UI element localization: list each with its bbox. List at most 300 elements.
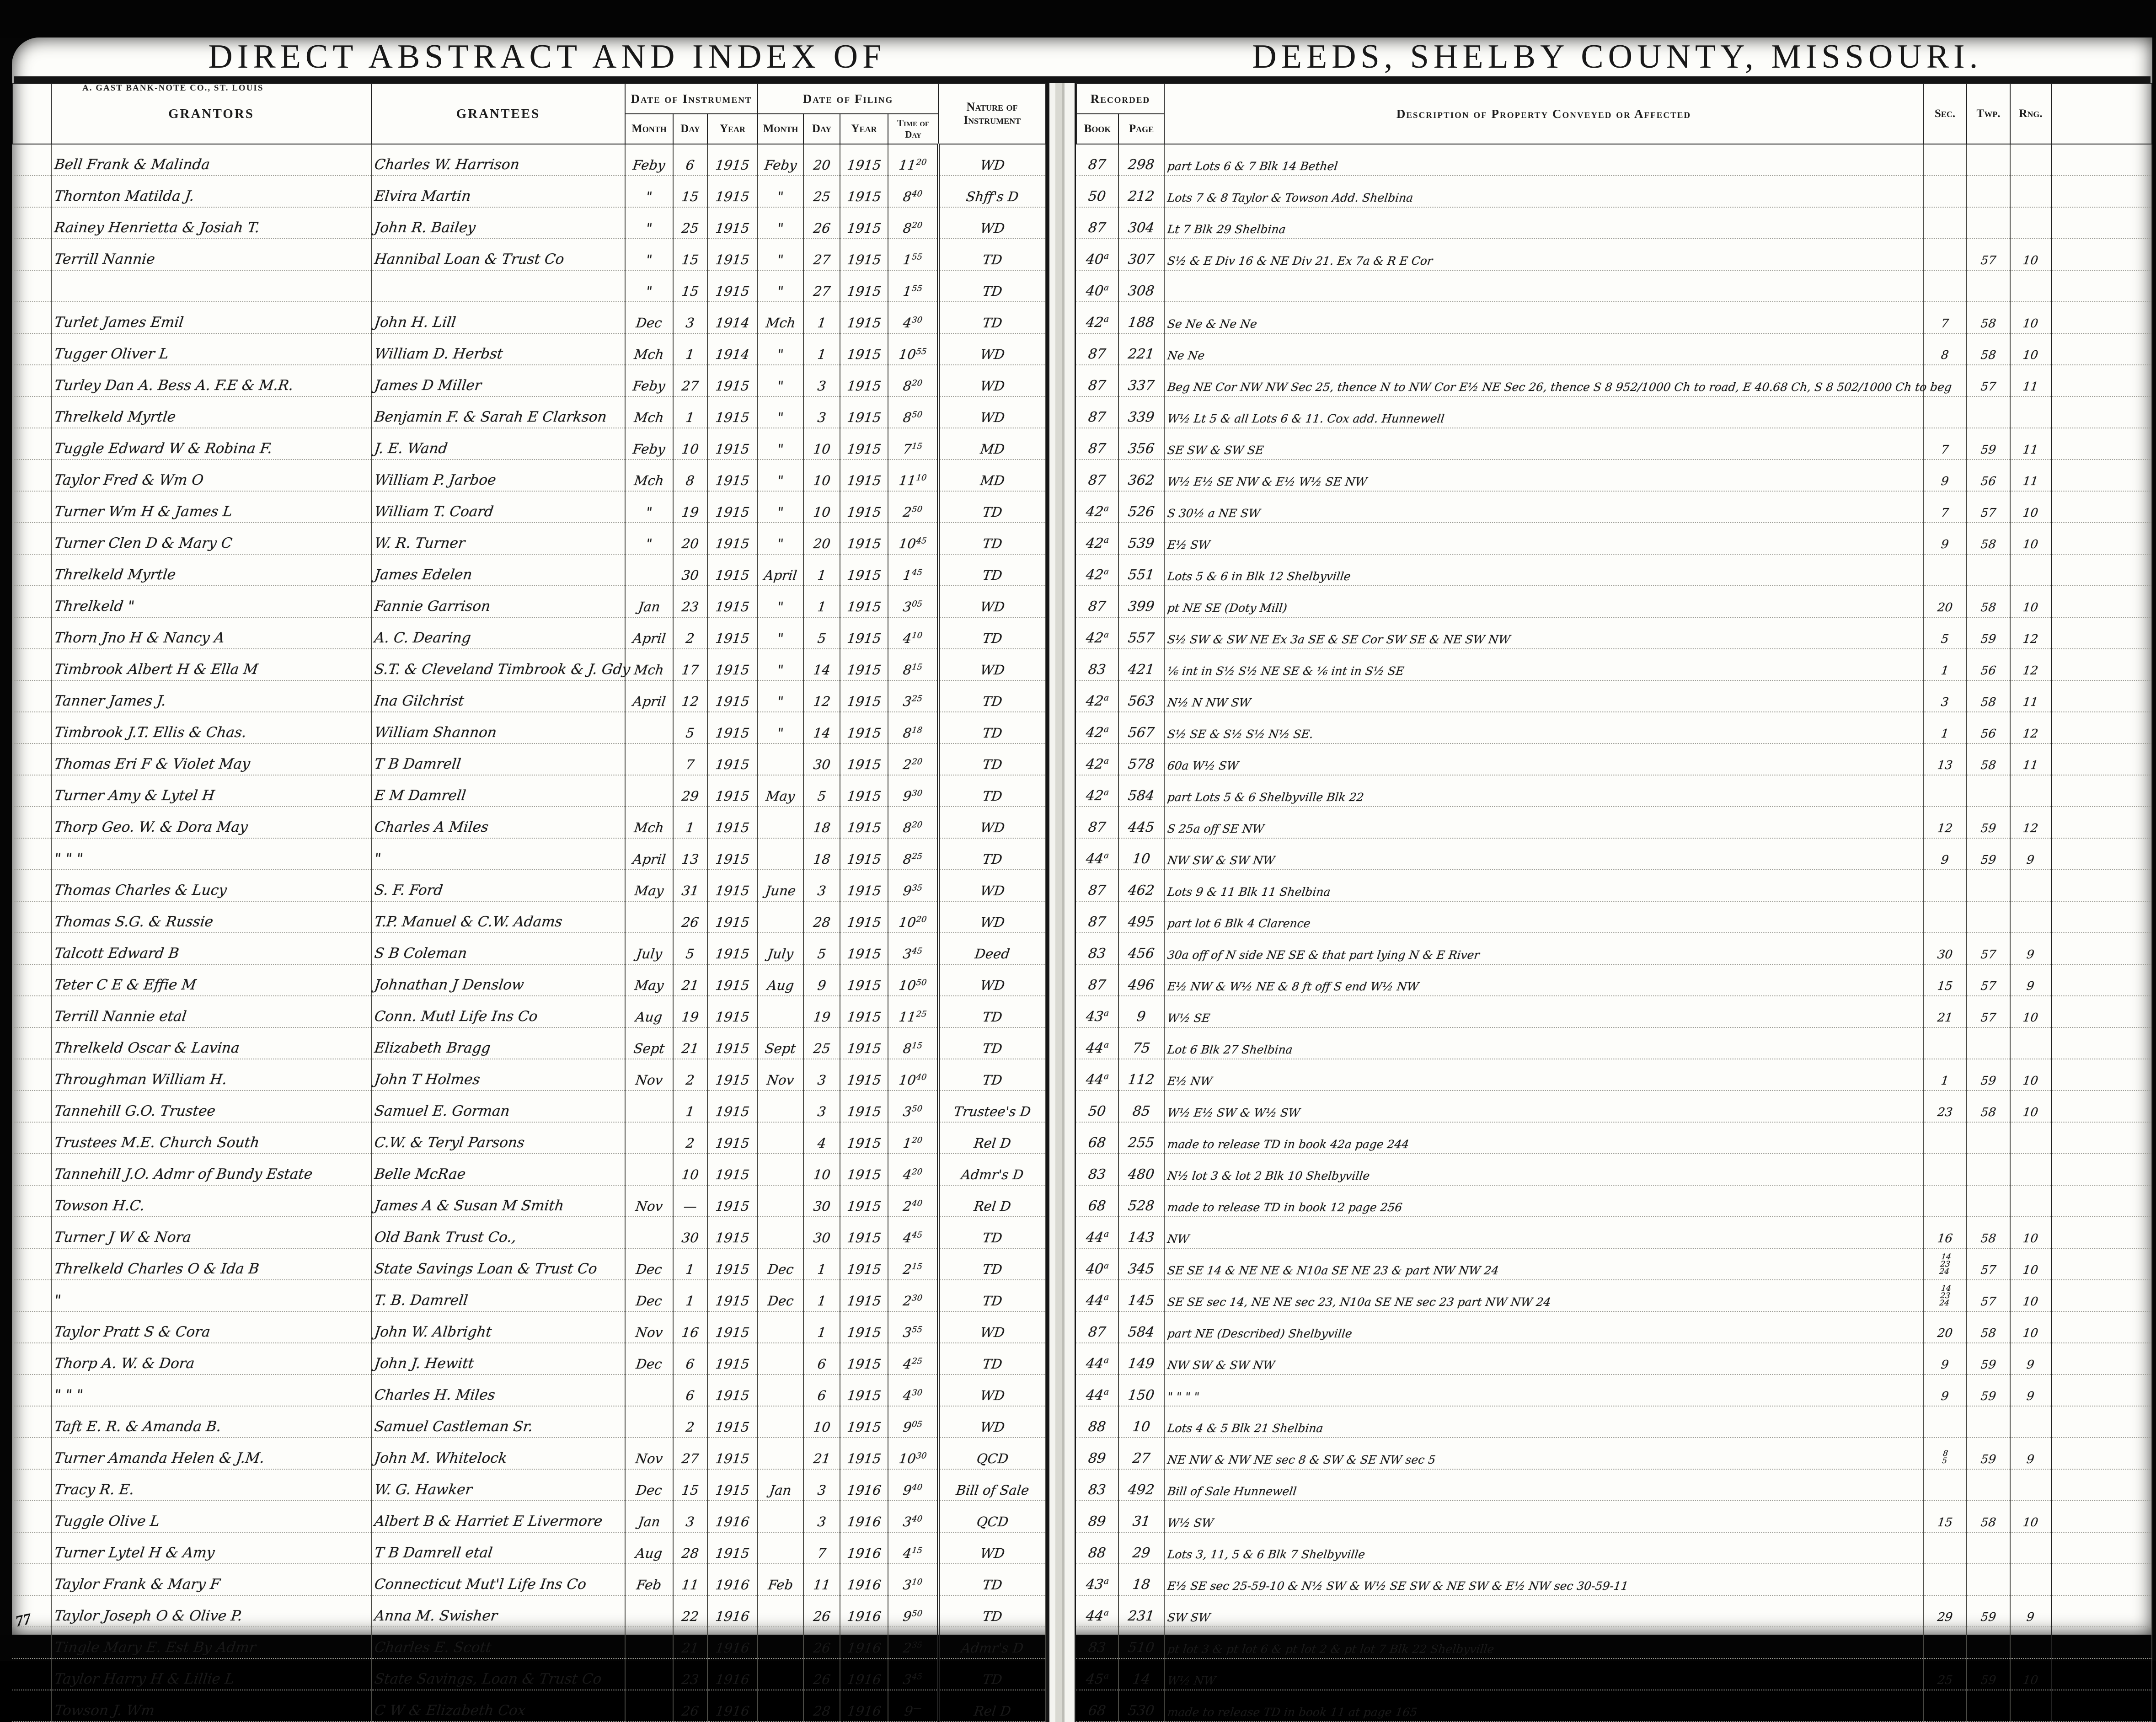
cell-i_mo xyxy=(625,1658,673,1690)
cell-edge xyxy=(2051,680,2152,712)
ledger-row xyxy=(12,396,1046,428)
cell-f_mo xyxy=(758,1406,803,1438)
cell-i_day: 20 xyxy=(673,523,707,554)
ledger-row xyxy=(12,365,1046,396)
cell-nature: TD xyxy=(938,712,1046,743)
cell-f_yr: 1915 xyxy=(840,207,888,239)
ledger-row xyxy=(1076,1185,2152,1217)
cell-sec xyxy=(1923,1532,1967,1564)
cell-f_mo: " xyxy=(758,207,803,239)
cell-i_day: 22 xyxy=(673,1595,707,1627)
cell-desc: Lt 7 Blk 29 Shelbina xyxy=(1164,207,1923,239)
cell-edge xyxy=(2051,144,2152,176)
cell-i_yr: 1915 xyxy=(707,775,758,807)
cell-i_mo xyxy=(625,1374,673,1406)
cell-grantee: Conn. Mutl Life Ins Co xyxy=(371,996,625,1027)
cell-sec xyxy=(1923,1185,1967,1217)
cell-f_day: 18 xyxy=(803,807,840,838)
cell-i_day: 1 xyxy=(673,1280,707,1311)
cell-margin xyxy=(12,239,51,270)
cell-nature: WD xyxy=(938,144,1046,176)
cell-grantor: Towson J. Wm xyxy=(51,1690,371,1722)
cell-f_mo: " xyxy=(758,712,803,743)
cell-i_yr: 1915 xyxy=(707,743,758,775)
cell-page: 492 xyxy=(1118,1469,1164,1501)
cell-f_time: $2^{15}$ xyxy=(888,1248,938,1280)
cell-page: 9 xyxy=(1118,996,1164,1027)
ledger-row xyxy=(1076,838,2152,870)
ledger-row xyxy=(12,491,1046,523)
cell-i_mo: Jan xyxy=(625,1501,673,1532)
ledger-row xyxy=(12,523,1046,554)
cell-page: 31 xyxy=(1118,1501,1164,1532)
ledger-row xyxy=(1076,365,2152,396)
cell-edge xyxy=(2051,270,2152,302)
cell-grantee: Fannie Garrison xyxy=(371,586,625,617)
cell-i_mo: Mch xyxy=(625,460,673,491)
cell-margin xyxy=(12,617,51,649)
cell-i_mo: Nov xyxy=(625,1185,673,1217)
cell-grantee: A. C. Dearing xyxy=(371,617,625,649)
cell-desc: S 25a off SE NW xyxy=(1164,807,1923,838)
cell-grantee: T B Damrell xyxy=(371,743,625,775)
cell-grantor: Tanner James J. xyxy=(51,680,371,712)
cell-rng: 10 xyxy=(2010,1091,2051,1122)
cell-f_day: 20 xyxy=(803,144,840,176)
cell-grantee: Belle McRae xyxy=(371,1154,625,1185)
ledger-row xyxy=(12,712,1046,743)
ledger-row xyxy=(1076,144,2152,176)
cell-nature: WD xyxy=(938,1406,1046,1438)
cell-grantee: John H. Lill xyxy=(371,302,625,333)
cell-grantee: Johnathan J Denslow xyxy=(371,964,625,996)
cell-edge xyxy=(2051,649,2152,680)
right-ledger-rows xyxy=(1076,144,2152,1722)
cell-sec: 16 xyxy=(1923,1217,1967,1248)
cell-twp: 58 xyxy=(1967,1091,2010,1122)
ledger-row xyxy=(1076,586,2152,617)
cell-desc: Bill of Sale Hunnewell xyxy=(1164,1469,1923,1501)
cell-f_mo xyxy=(758,1690,803,1722)
cell-nature: TD xyxy=(938,270,1046,302)
cell-page: 496 xyxy=(1118,964,1164,996)
cell-sec: 1 xyxy=(1923,1059,1967,1091)
cell-f_mo: " xyxy=(758,460,803,491)
cell-f_time: $9^{40}$ xyxy=(888,1469,938,1501)
cell-margin xyxy=(12,1690,51,1722)
cell-grantor: Turner Clen D & Mary C xyxy=(51,523,371,554)
cell-page: 584 xyxy=(1118,775,1164,807)
ledger-row xyxy=(1076,554,2152,586)
cell-i_mo: April xyxy=(625,838,673,870)
ledger-row xyxy=(1076,491,2152,523)
cell-f_time: $4^{10}$ xyxy=(888,617,938,649)
cell-i_yr: 1915 xyxy=(707,870,758,901)
cell-f_day: 30 xyxy=(803,743,840,775)
cell-edge xyxy=(2051,1154,2152,1185)
cell-grantor: Teter C E & Effie M xyxy=(51,964,371,996)
cell-i_mo: May xyxy=(625,964,673,996)
ledger-row xyxy=(1076,1027,2152,1059)
cell-desc: part lot 6 Blk 4 Clarence xyxy=(1164,901,1923,933)
cell-i_day: 1 xyxy=(673,333,707,365)
cell-grantor: Tannehill G.O. Trustee xyxy=(51,1091,371,1122)
cell-twp: 58 xyxy=(1967,1501,2010,1532)
cell-edge xyxy=(2051,870,2152,901)
cell-f_time: $11^{20}$ xyxy=(888,144,938,176)
cell-nature: Bill of Sale xyxy=(938,1469,1046,1501)
cell-desc: S½ SE & S½ S½ N½ SE. xyxy=(1164,712,1923,743)
cell-i_yr: 1915 xyxy=(707,1438,758,1469)
cell-nature: Admr's D xyxy=(938,1154,1046,1185)
cell-twp: 58 xyxy=(1967,743,2010,775)
ledger-row xyxy=(12,617,1046,649)
cell-i_mo: " xyxy=(625,491,673,523)
cell-twp: 59 xyxy=(1967,807,2010,838)
cell-margin xyxy=(12,207,51,239)
cell-f_time: $3^{10}$ xyxy=(888,1564,938,1595)
cell-grantee: Samuel Castleman Sr. xyxy=(371,1406,625,1438)
cell-desc: W½ Lt 5 & all Lots 6 & 11. Cox add. Hunnewell xyxy=(1164,396,1923,428)
cell-edge xyxy=(2051,617,2152,649)
cell-i_mo xyxy=(625,1627,673,1658)
cell-grantor: Thorp Geo. W. & Dora May xyxy=(51,807,371,838)
cell-margin xyxy=(12,1374,51,1406)
cell-sec xyxy=(1923,901,1967,933)
cell-f_day: 28 xyxy=(803,1690,840,1722)
cell-desc: N½ lot 3 & lot 2 Blk 10 Shelbyville xyxy=(1164,1154,1923,1185)
cell-edge xyxy=(2051,1406,2152,1438)
cell-edge xyxy=(2051,996,2152,1027)
cell-f_mo: " xyxy=(758,176,803,207)
ledger-row xyxy=(1076,1091,2152,1122)
ledger-row xyxy=(12,1406,1046,1438)
cell-f_time: $4^{45}$ xyxy=(888,1217,938,1248)
cell-edge xyxy=(2051,1501,2152,1532)
cell-desc: SE SE sec 14, NE NE sec 23, N10a SE NE sec 23 part NW NW 24 xyxy=(1164,1280,1923,1311)
cell-nature: WD xyxy=(938,1311,1046,1343)
cell-f_time: $1^{55}$ xyxy=(888,239,938,270)
cell-rng xyxy=(2010,1154,2051,1185)
cell-nature: Shff's D xyxy=(938,176,1046,207)
cell-edge xyxy=(2051,176,2152,207)
cell-page: 149 xyxy=(1118,1343,1164,1374)
cell-rng xyxy=(2010,396,2051,428)
cell-margin xyxy=(12,1154,51,1185)
ledger-row xyxy=(1076,649,2152,680)
cell-margin xyxy=(12,996,51,1027)
cell-f_yr: 1915 xyxy=(840,396,888,428)
cell-twp: 57 xyxy=(1967,964,2010,996)
cell-sec: 12 xyxy=(1923,807,1967,838)
cell-rng xyxy=(2010,1690,2051,1722)
cell-i_yr: 1915 xyxy=(707,365,758,396)
cell-margin xyxy=(12,1564,51,1595)
cell-f_day: 5 xyxy=(803,617,840,649)
cell-f_time: 9— xyxy=(888,1690,938,1722)
cell-f_mo: April xyxy=(758,554,803,586)
cell-nature: WD xyxy=(938,1532,1046,1564)
col-header-rng: Rng. xyxy=(2010,84,2051,144)
cell-f_mo: May xyxy=(758,775,803,807)
cell-rng: 9 xyxy=(2010,1343,2051,1374)
cell-sec: 8 xyxy=(1923,333,1967,365)
cell-i_day: 2 xyxy=(673,1059,707,1091)
col-header-page: Page xyxy=(1118,114,1164,144)
cell-grantee: James D Miller xyxy=(371,365,625,396)
cell-edge xyxy=(2051,1311,2152,1343)
cell-i_day: 6 xyxy=(673,144,707,176)
cell-sec xyxy=(1923,1690,1967,1722)
cell-i_day: 23 xyxy=(673,586,707,617)
cell-desc: SW SW xyxy=(1164,1595,1923,1627)
cell-sec: 9 xyxy=(1923,523,1967,554)
cell-rng: 11 xyxy=(2010,743,2051,775)
cell-nature: TD xyxy=(938,680,1046,712)
cell-nature: Admr's D xyxy=(938,1627,1046,1658)
cell-twp: 59 xyxy=(1967,617,2010,649)
cell-rng xyxy=(2010,176,2051,207)
cell-page: 75 xyxy=(1118,1027,1164,1059)
cell-f_yr: 1915 xyxy=(840,1091,888,1122)
cell-f_day: 19 xyxy=(803,996,840,1027)
cell-book: 42$^a$ xyxy=(1076,743,1118,775)
ledger-row xyxy=(1076,428,2152,460)
cell-twp: 59 xyxy=(1967,1595,2010,1627)
cell-grantee: William P. Jarboe xyxy=(371,460,625,491)
cell-book: 40$^a$ xyxy=(1076,270,1118,302)
cell-nature: TD xyxy=(938,1280,1046,1311)
cell-i_yr: 1915 xyxy=(707,838,758,870)
cell-page: 528 xyxy=(1118,1185,1164,1217)
cell-sec: 7 xyxy=(1923,428,1967,460)
cell-i_yr: 1915 xyxy=(707,460,758,491)
ledger-row xyxy=(12,996,1046,1027)
cell-f_yr: 1915 xyxy=(840,428,888,460)
col-header-nature: Nature of Instrument xyxy=(938,84,1046,144)
cell-f_day: 27 xyxy=(803,270,840,302)
cell-page: 526 xyxy=(1118,491,1164,523)
cell-i_yr: 1915 xyxy=(707,1217,758,1248)
cell-f_yr: 1916 xyxy=(840,1469,888,1501)
cell-rng: 12 xyxy=(2010,617,2051,649)
cell-sec: 9 xyxy=(1923,460,1967,491)
cell-margin xyxy=(12,1438,51,1469)
cell-i_yr: 1915 xyxy=(707,270,758,302)
cell-nature: WD xyxy=(938,333,1046,365)
cell-i_mo xyxy=(625,775,673,807)
cell-nature: TD xyxy=(938,554,1046,586)
cell-page: 10 xyxy=(1118,838,1164,870)
ledger-row xyxy=(12,176,1046,207)
cell-sec xyxy=(1923,1406,1967,1438)
cell-i_mo: Nov xyxy=(625,1438,673,1469)
cell-book: 87 xyxy=(1076,460,1118,491)
page-binding xyxy=(1046,83,1076,1722)
cell-f_time: $9^{35}$ xyxy=(888,870,938,901)
ledger-row xyxy=(12,428,1046,460)
cell-rng xyxy=(2010,1185,2051,1217)
cell-grantee: C.W. & Teryl Parsons xyxy=(371,1122,625,1154)
cell-page: 337 xyxy=(1118,365,1164,396)
cell-twp xyxy=(1967,1406,2010,1438)
cell-book: 42$^a$ xyxy=(1076,680,1118,712)
cell-f_yr: 1915 xyxy=(840,933,888,964)
cell-twp: 57 xyxy=(1967,1280,2010,1311)
cell-sec xyxy=(1923,396,1967,428)
cell-book: 83 xyxy=(1076,649,1118,680)
cell-f_yr: 1915 xyxy=(840,901,888,933)
cell-nature: TD xyxy=(938,1059,1046,1091)
cell-edge xyxy=(2051,239,2152,270)
cell-i_yr: 1915 xyxy=(707,1122,758,1154)
ledger-row xyxy=(1076,933,2152,964)
cell-i_mo xyxy=(625,1690,673,1722)
cell-book: 40$^a$ xyxy=(1076,239,1118,270)
right-page-title: DEEDS, SHELBY COUNTY, MISSOURI. xyxy=(1252,38,1983,75)
cell-f_time: $10^{30}$ xyxy=(888,1438,938,1469)
cell-twp: 58 xyxy=(1967,302,2010,333)
ledger-row xyxy=(1076,1311,2152,1343)
cell-grantee: Charles H. Miles xyxy=(371,1374,625,1406)
cell-f_mo: " xyxy=(758,586,803,617)
cell-twp xyxy=(1967,144,2010,176)
cell-page: 563 xyxy=(1118,680,1164,712)
printer-mark: A. GAST BANK-NOTE CO., ST. LOUIS xyxy=(82,83,264,93)
ledger-row xyxy=(12,1564,1046,1595)
cell-i_day: 3 xyxy=(673,1501,707,1532)
left-margin-header xyxy=(12,84,51,144)
cell-f_day: 30 xyxy=(803,1185,840,1217)
ledger-row xyxy=(1076,1532,2152,1564)
cell-f_time: $4^{30}$ xyxy=(888,1374,938,1406)
ledger-row xyxy=(1076,1595,2152,1627)
cell-desc: Ne Ne xyxy=(1164,333,1923,365)
cell-i_yr: 1915 xyxy=(707,586,758,617)
cell-margin xyxy=(12,1627,51,1658)
cell-grantor: Timbrook J.T. Ellis & Chas. xyxy=(51,712,371,743)
cell-page: 255 xyxy=(1118,1122,1164,1154)
cell-i_mo: Nov xyxy=(625,1059,673,1091)
cell-i_mo: Feb xyxy=(625,1564,673,1595)
ledger-row xyxy=(1076,207,2152,239)
cell-margin xyxy=(12,1248,51,1280)
cell-i_mo xyxy=(625,1406,673,1438)
cell-f_mo xyxy=(758,901,803,933)
ledger-row xyxy=(12,1280,1046,1311)
cell-nature: Rel D xyxy=(938,1122,1046,1154)
cell-i_day: 12 xyxy=(673,680,707,712)
cell-i_day: 27 xyxy=(673,365,707,396)
cell-f_day: 14 xyxy=(803,712,840,743)
cell-i_yr: 1914 xyxy=(707,302,758,333)
cell-desc: E½ SW xyxy=(1164,523,1923,554)
cell-grantor: Terrill Nannie etal xyxy=(51,996,371,1027)
cell-twp xyxy=(1967,1185,2010,1217)
cell-f_time: $10^{55}$ xyxy=(888,333,938,365)
cell-grantor: Threlkeld Oscar & Lavina xyxy=(51,1027,371,1059)
cell-i_mo: May xyxy=(625,870,673,901)
cell-f_time: $2^{35}$ xyxy=(888,1627,938,1658)
cell-f_time: $8^{50}$ xyxy=(888,396,938,428)
cell-page: 308 xyxy=(1118,270,1164,302)
ledger-row xyxy=(12,1501,1046,1532)
cell-book: 68 xyxy=(1076,1185,1118,1217)
cell-book: 68 xyxy=(1076,1690,1118,1722)
cell-grantee: T. B. Damrell xyxy=(371,1280,625,1311)
cell-i_yr: 1915 xyxy=(707,1059,758,1091)
cell-twp: 57 xyxy=(1967,491,2010,523)
cell-i_mo: Feby xyxy=(625,428,673,460)
cell-f_time: $9^{05}$ xyxy=(888,1406,938,1438)
cell-edge xyxy=(2051,775,2152,807)
cell-i_yr: 1915 xyxy=(707,239,758,270)
col-header-recorded: Recorded xyxy=(1076,84,1164,114)
cell-nature: MD xyxy=(938,428,1046,460)
cell-grantee: C W & Elizabeth Cox xyxy=(371,1690,625,1722)
cell-f_mo: Aug xyxy=(758,964,803,996)
cell-twp xyxy=(1967,396,2010,428)
cell-page: 495 xyxy=(1118,901,1164,933)
cell-page: 221 xyxy=(1118,333,1164,365)
cell-sec: 15 xyxy=(1923,964,1967,996)
cell-f_mo: " xyxy=(758,491,803,523)
cell-rng: 12 xyxy=(2010,649,2051,680)
cell-rng: 12 xyxy=(2010,807,2051,838)
cell-sec xyxy=(1923,1469,1967,1501)
cell-i_day: 3 xyxy=(673,302,707,333)
cell-edge xyxy=(2051,491,2152,523)
cell-nature: TD xyxy=(938,523,1046,554)
cell-margin xyxy=(12,743,51,775)
cell-f_day: 3 xyxy=(803,1059,840,1091)
cell-margin xyxy=(12,712,51,743)
right-ledger-table xyxy=(1076,83,2152,1722)
cell-desc: " " " " xyxy=(1164,1374,1923,1406)
cell-page: 356 xyxy=(1118,428,1164,460)
cell-f_time: $3^{05}$ xyxy=(888,586,938,617)
cell-grantee: Samuel E. Gorman xyxy=(371,1091,625,1122)
cell-grantor: Tannehill J.O. Admr of Bundy Estate xyxy=(51,1154,371,1185)
cell-f_time: $8^{15}$ xyxy=(888,649,938,680)
cell-twp: 58 xyxy=(1967,1311,2010,1343)
cell-grantee: James Edelen xyxy=(371,554,625,586)
cell-f_day: 3 xyxy=(803,870,840,901)
cell-book: 87 xyxy=(1076,1311,1118,1343)
cell-sec xyxy=(1923,1027,1967,1059)
cell-f_day: 6 xyxy=(803,1374,840,1406)
cell-f_time: $3^{50}$ xyxy=(888,1091,938,1122)
cell-i_yr: 1915 xyxy=(707,1469,758,1501)
cell-i_mo xyxy=(625,1154,673,1185)
cell-edge xyxy=(2051,1248,2152,1280)
cell-rng: 10 xyxy=(2010,1658,2051,1690)
cell-grantee: Charles W. Harrison xyxy=(371,144,625,176)
ledger-row xyxy=(12,1185,1046,1217)
cell-twp: 59 xyxy=(1967,838,2010,870)
cell-edge xyxy=(2051,1469,2152,1501)
cell-twp: 57 xyxy=(1967,365,2010,396)
cell-twp: 57 xyxy=(1967,1248,2010,1280)
cell-book: 83 xyxy=(1076,1627,1118,1658)
cell-f_day: 3 xyxy=(803,365,840,396)
cell-twp xyxy=(1967,207,2010,239)
cell-f_mo xyxy=(758,1185,803,1217)
cell-nature: Rel D xyxy=(938,1185,1046,1217)
cell-sec xyxy=(1923,1564,1967,1595)
col-header-file-year: Year xyxy=(840,114,888,144)
cell-margin xyxy=(12,144,51,176)
